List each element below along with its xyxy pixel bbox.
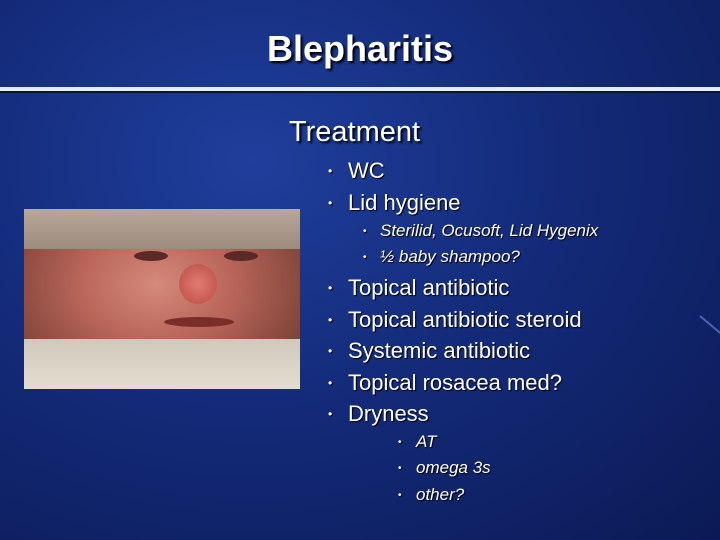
photo-nose xyxy=(179,264,217,304)
list-item xyxy=(328,338,531,364)
list-item xyxy=(398,458,491,478)
bullet-icon: • xyxy=(363,226,367,237)
slide-title: Blepharitis xyxy=(266,28,454,69)
list-item-text: Dryness xyxy=(348,401,429,426)
bullet-icon: • xyxy=(328,281,333,295)
title-divider-shadow xyxy=(0,91,720,93)
photo-mouth xyxy=(164,317,234,327)
photo-right-eye xyxy=(224,251,258,261)
bullet-icon: • xyxy=(398,463,402,474)
photo-shirt xyxy=(24,339,300,389)
list-item-text: other? xyxy=(416,485,465,504)
list-item-text: Systemic antibiotic xyxy=(348,338,531,363)
bullet-icon: • xyxy=(398,490,402,501)
bullet-icon: • xyxy=(398,437,402,448)
list-item-text: Topical antibiotic steroid xyxy=(348,307,582,332)
list-item xyxy=(328,190,461,216)
bullet-icon: • xyxy=(363,252,367,263)
bullet-icon: • xyxy=(328,344,333,358)
bullet-icon: • xyxy=(328,164,333,178)
list-item xyxy=(398,485,465,505)
list-item xyxy=(398,432,437,452)
bullet-icon: • xyxy=(328,196,333,210)
list-item xyxy=(328,158,385,184)
photo-left-eye xyxy=(134,251,168,261)
list-item-text: WC xyxy=(348,158,385,183)
list-item-text: Topical antibiotic xyxy=(348,275,510,300)
bullet-icon: • xyxy=(328,407,333,421)
list-item xyxy=(363,221,599,241)
list-item-text: ½ baby shampoo? xyxy=(380,247,520,266)
bullet-icon: • xyxy=(328,376,333,390)
photo-hair xyxy=(24,209,300,249)
slide-subtitle: Treatment xyxy=(289,116,421,148)
list-item-text: Lid hygiene xyxy=(348,190,461,215)
bullet-icon: • xyxy=(328,313,333,327)
list-item-text: Sterilid, Ocusoft, Lid Hygenix xyxy=(380,221,599,240)
list-item-text: AT xyxy=(416,432,437,451)
list-item xyxy=(328,401,429,427)
list-item xyxy=(328,370,563,396)
patient-face-photo xyxy=(24,209,300,389)
list-item xyxy=(363,247,520,267)
list-item xyxy=(328,307,582,333)
list-item-text: Topical rosacea med? xyxy=(348,370,563,395)
list-item-text: omega 3s xyxy=(416,458,491,477)
decorative-streak xyxy=(699,315,720,342)
list-item xyxy=(328,275,510,301)
